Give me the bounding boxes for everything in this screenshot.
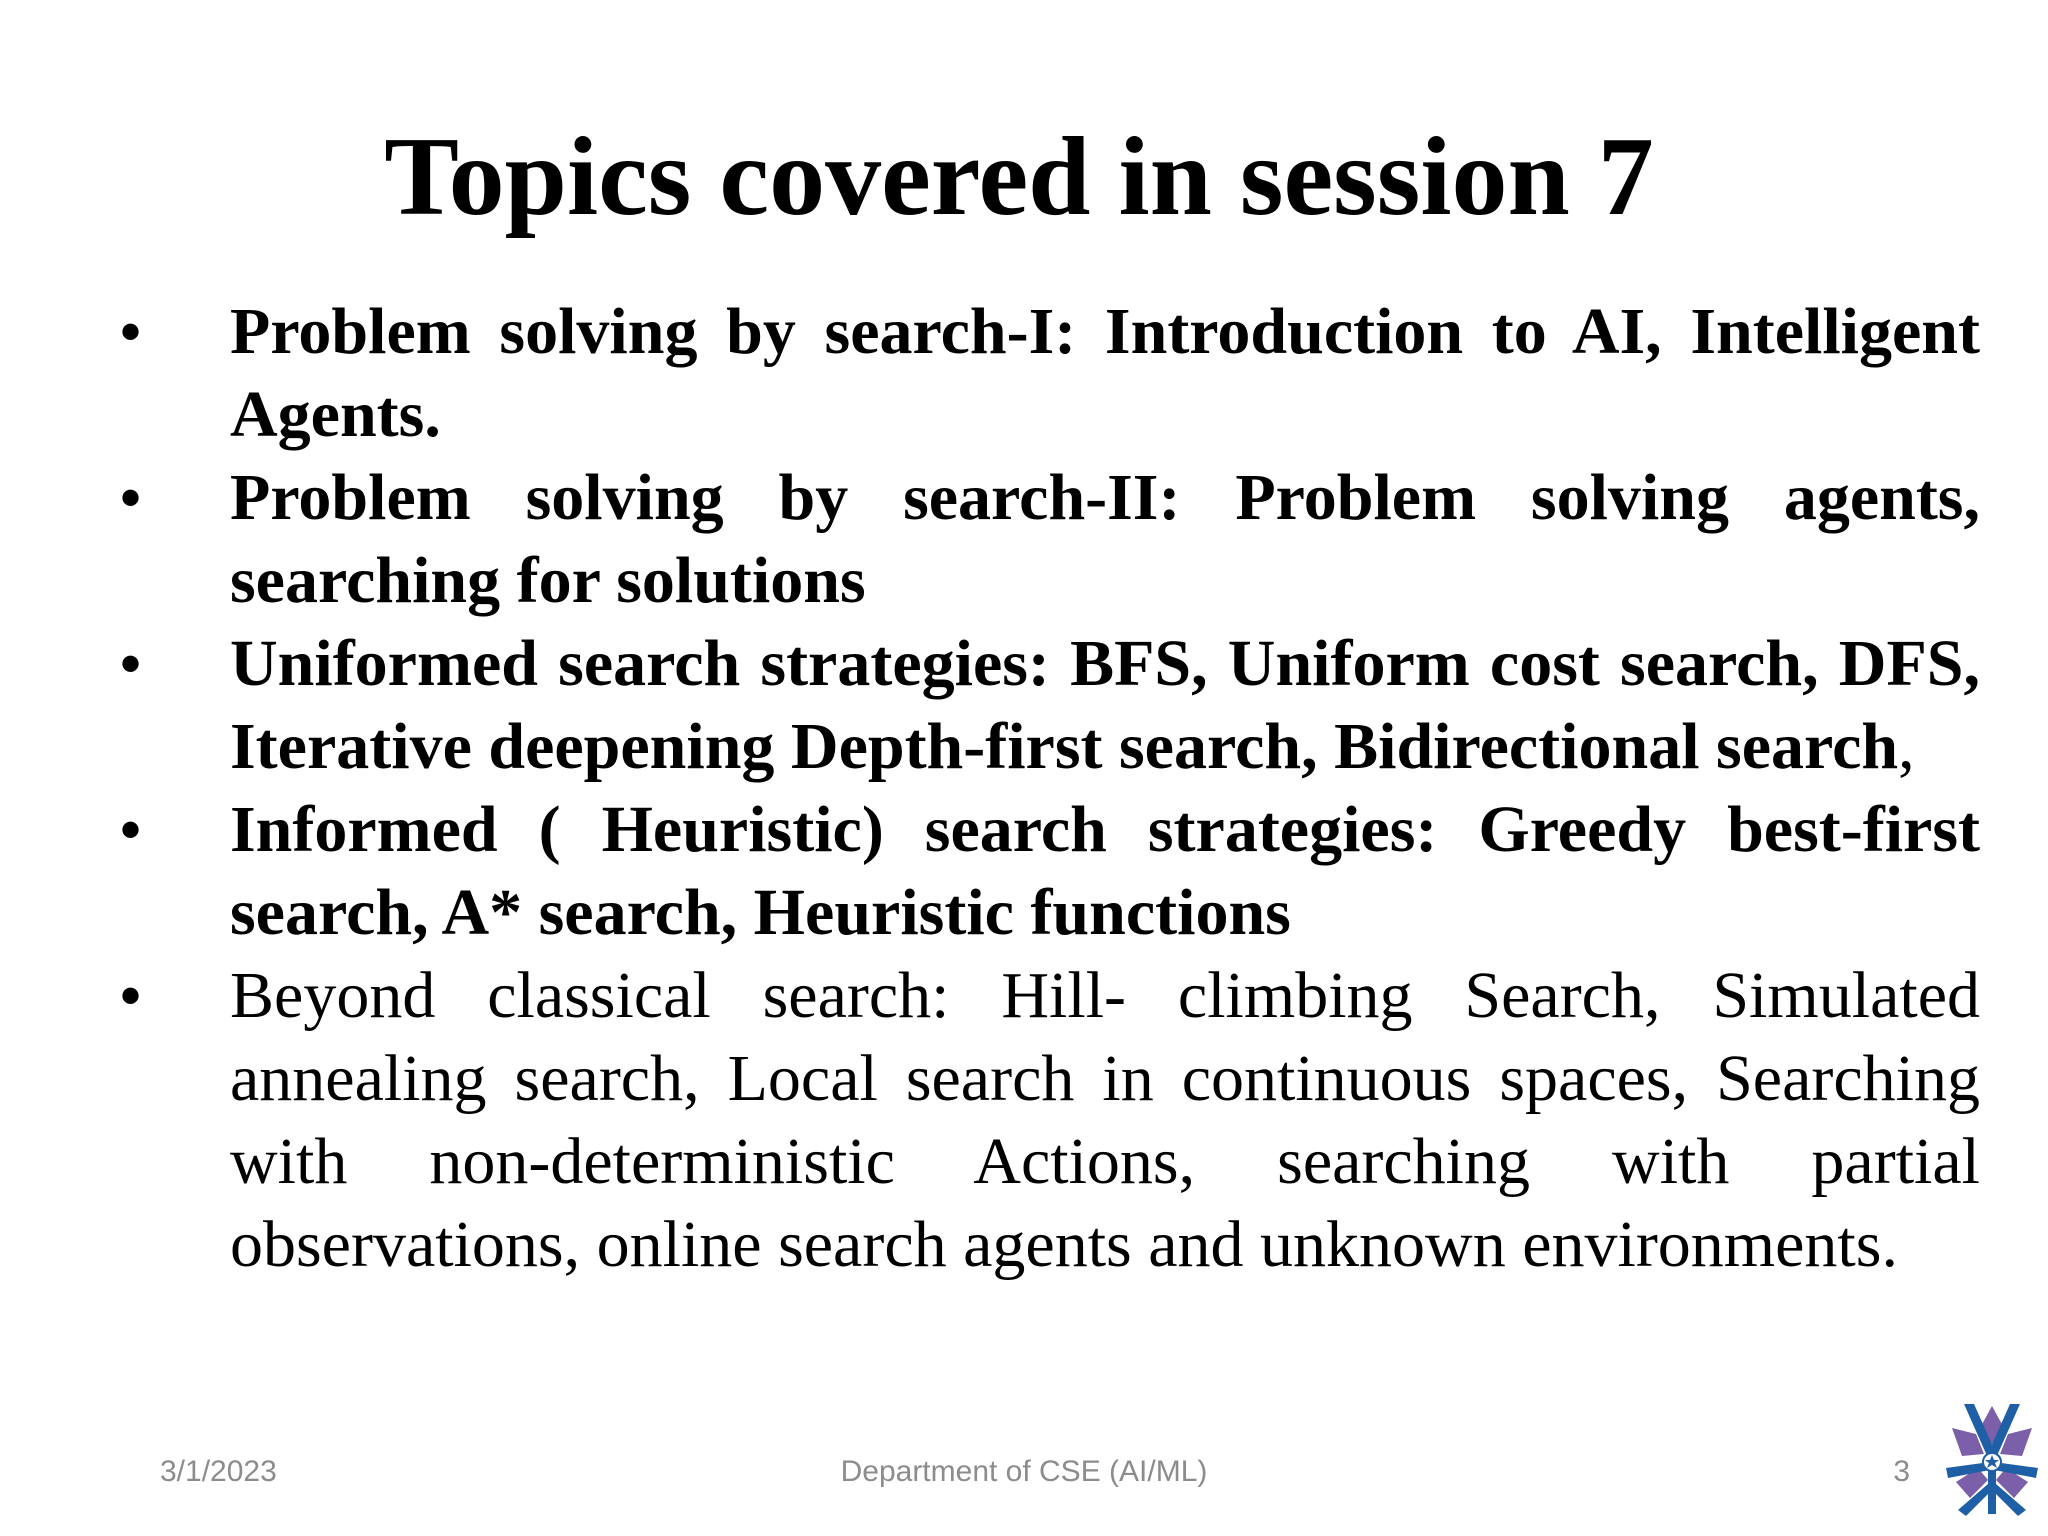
list-item: [120, 622, 1980, 788]
bullet-text: Beyond classical search: Hill- climbing Search, Simulated annealing search, Local search in continuous spaces, Searching with non-deterministic Actions, searching with partial observations, online search agents and unknown environments.: [230, 959, 1980, 1281]
bullet-marker: •: [120, 630, 142, 697]
list-item: [120, 290, 1980, 456]
footer-date: 3/1/2023: [160, 1455, 277, 1488]
bullet-marker: •: [120, 962, 142, 1029]
bullet-text: Uniformed search strategies: BFS, Uniform cost search, DFS, Iterative deepening Depth-first search, Bidirectional search: [230, 627, 1980, 783]
bullet-marker: •: [120, 298, 142, 365]
footer-department: Department of CSE (AI/ML): [840, 1455, 1208, 1488]
footer-page-number: 3: [1893, 1455, 1910, 1488]
list-item: [120, 788, 1980, 954]
bullet-text: Problem solving by search-I: Introduction to AI, Intelligent Agents.: [230, 295, 1980, 451]
bullet-text-suffix: ,: [1898, 710, 1915, 783]
slide-title: Topics covered in session 7: [384, 115, 1654, 239]
bullet-marker: •: [120, 464, 142, 531]
list-item: [120, 456, 1980, 622]
bullet-text: Problem solving by search-II: Problem solving agents, searching for solutions: [230, 461, 1980, 617]
bullet-text: Informed ( Heuristic) search strategies: Greedy best-first search, A* search, Heuristic functions: [230, 793, 1980, 949]
bullet-marker: •: [120, 796, 142, 863]
university-logo-icon: [1942, 1398, 2042, 1516]
topics-list: [120, 290, 1980, 1286]
list-item: [120, 954, 1980, 1286]
